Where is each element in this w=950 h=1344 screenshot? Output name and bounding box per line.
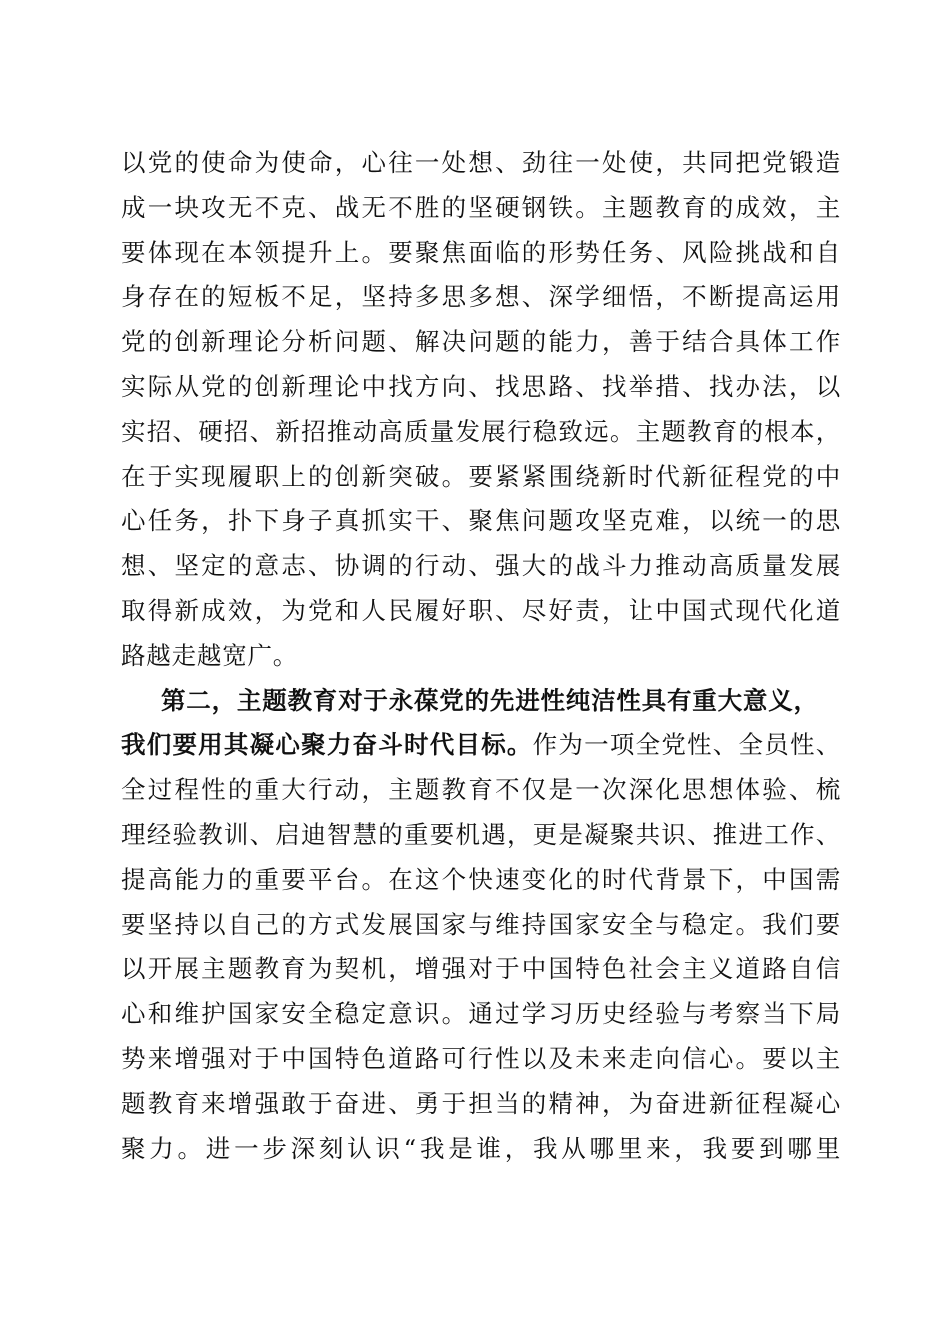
text-line: 全过程性的重大行动，主题教育不仅是一次深化思想体验、梳	[121, 775, 841, 805]
text-line: 取得新成效，为党和人民履好职、尽好责，让中国式现代化道	[121, 595, 841, 625]
text-line: 提高能力的重要平台。在这个快速变化的时代背景下，中国需	[121, 864, 841, 894]
body-text	[121, 141, 841, 1171]
text-line: 聚力。进一步深刻认识“我是谁，我从哪里来，我要到哪里	[121, 1133, 841, 1163]
text-line: 心任务，扑下身子真抓实干、聚焦问题攻坚克难，以统一的思	[121, 506, 841, 536]
text-line: 要坚持以自己的方式发展国家与维持国家安全与稳定。我们要	[121, 909, 841, 939]
text-line: 以党的使命为使命，心往一处想、劲往一处使，共同把党锻造	[121, 148, 841, 177]
text-line: 想、坚定的意志、协调的行动、强大的战斗力推动高质量发展	[121, 551, 841, 581]
text-line: 党的创新理论分析问题、解决问题的能力，善于结合具体工作	[121, 327, 841, 357]
text-line: 要体现在本领提升上。要聚焦面临的形势任务、风险挑战和自	[121, 237, 841, 267]
section-heading-continued: 我们要用其凝心聚力奋斗时代目标。	[121, 730, 533, 760]
text-line: 势来增强对于中国特色道路可行性以及未来走向信心。要以主	[121, 1043, 841, 1073]
text-line: 成一块攻无不克、战无不胜的坚硬钢铁。主题教育的成效，主	[121, 192, 841, 222]
text-line: 实招、硬招、新招推动高质量发展行稳致远。主题教育的根本，	[121, 416, 841, 446]
text-line: 实际从党的创新理论中找方向、找思路、找举措、找办法，以	[121, 371, 841, 401]
text-line: 身存在的短板不足，坚持多思多想、深学细悟，不断提高运用	[121, 282, 841, 312]
text-line: 理经验教训、启迪智慧的重要机遇，更是凝聚共识、推进工作、	[121, 819, 841, 849]
text-line: 心和维护国家安全稳定意识。通过学习历史经验与考察当下局	[121, 999, 841, 1029]
section-heading: 第二，主题教育对于永葆党的先进性纯洁性具有重大意义，	[161, 685, 819, 715]
text-line	[121, 723, 841, 768]
text-line: 以开展主题教育为契机，增强对于中国特色社会主义道路自信	[121, 954, 841, 984]
paragraph-2	[121, 679, 841, 1172]
text-line: 题教育来增强敢于奋进、勇于担当的精神，为奋进新征程凝心	[121, 1088, 841, 1118]
paragraph-1	[121, 141, 841, 679]
text-line: 在于实现履职上的创新突破。要紧紧围绕新时代新征程党的中	[121, 461, 841, 491]
text-line: 路越走越宽广。	[121, 640, 299, 670]
text-segment: 作为一项全党性、全员性、	[532, 730, 841, 760]
